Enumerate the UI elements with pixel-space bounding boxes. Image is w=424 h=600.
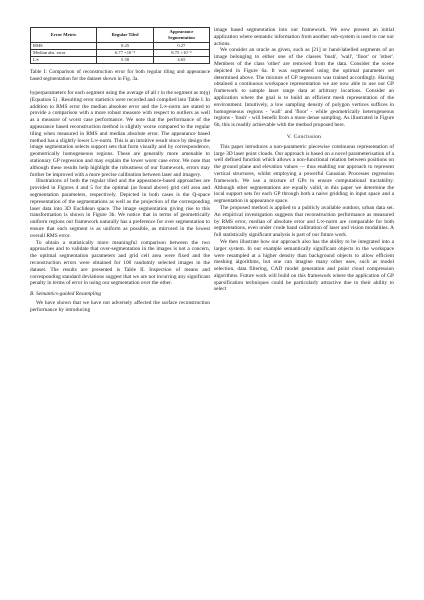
body-paragraph: hyperparameters for each segment using the average of all r in the segment as m(q) (Equation 5) . Resulting error statistics were recorded and compiled into Table I. In addition to RMS error the median absolute error and the L∞-norm are stated to provide a comparison with a more robust measure with respect to outliers as well as a measure of worst case performance. We note that the performance of the appearance based reconstruction method is slightly worse compared to the regular tiling when measured in RMS and median absolute error. The appearance based method has a slightly lower L∞-norm. This is an intuitive result since by design the image segmentation selects support sets that form visually and by correspondence, geometrically homogeneous regions. These are generally more amenable to stationary GP regression and may explain the lower worst case error. We note that although these results help highlight the robustness of our framework, errors may further be improved with a more precise calibration between laser and imagery. xyxy=(30,90,210,178)
body-paragraph: We have shown that we have not adversely affected the surface reconstruction performance by introducing xyxy=(30,299,210,313)
table-header-cell: Appearance Segmentation xyxy=(153,28,209,43)
table-header-cell: Error Metric xyxy=(31,28,97,43)
results-table xyxy=(30,27,210,64)
body-paragraph: image based segmentation into our framework. We now present an initial application where semantic information from another sub-system is used to cue our actions. xyxy=(214,27,394,47)
body-paragraph: We consider an oracle as given, such as [21] or hand-labelled segments of an image belonging to either one of the classes 'bush', 'wall', 'floor' or 'other'. Members of the class 'other' are removed from the data. Consider the scene depicted in Figure 6a. It was segmented using the optimal parameter set determined above. The mixture of GP regressors was trained accordingly. Having obtained a continuous workspace representation we are now able to use our GP framework to sample laser range data at arbitrary locations. Consider an application where the goal is to build an efficient mesh representation of the environment. Intuitively, a low sampling density of polygon vertices suffices in homogeneous regions - 'wall' and 'floor' - while geometrically heterogeneous regions - 'bush' - will benefit from a more dense sampling. As illustrated in Figure 6b, this is readily achievable with the method proposed here. xyxy=(214,47,394,129)
section-heading: V. Conclusion xyxy=(286,133,322,140)
table-cell: Median abs. error xyxy=(31,50,97,57)
body-paragraph: To obtain a statistically more meaningful comparison between the two approaches and to validate that over-segmentation in the images is not a concern, the optimal segmentation parameters and grid cell area were fixed and the reconstruction errors were obtained for 100 randomly selected images in the dataset. The results are presented is Table II. Inspection of means and corresponding standard deviations suggest that we are not incurring any significant penalty in terms of error in using our segmentation over the other. xyxy=(30,239,210,287)
table-header-row xyxy=(31,28,210,43)
body-paragraph: The proposed method is applied to a publicly available outdoor, urban data set. An empirical investigation suggests that reconstruction performance as measured by RMS error, median of absolute error and L∞-norm are comparable for both segmentations, even under crude hand calibration of laser and vision modalities. A full statistically significant analysis is part of our future work. xyxy=(214,204,394,239)
table-row xyxy=(31,50,210,57)
table-cell: 6.77 ×10⁻³ xyxy=(97,50,153,57)
right-column xyxy=(214,27,394,293)
table-cell: 5.58 xyxy=(97,57,153,64)
table-cell: 4.65 xyxy=(153,57,209,64)
table-cell: 0.25 xyxy=(97,43,153,50)
body-paragraph: Illustrations of both the regular tiled and the appearance-based approaches are provided in Figures 4 and 5 for the optimal (as found above) grid cell area and segmentation parameters, respectively. Depicted in both cases is the Q-space representation of the segmentations as well as the projection of the corresponding laser data into 3D Euclidean space. The image segmentation giving rise to this transformation is shown in Figure 3b. We notice that in terms of geometrically uniform regions our framework naturally has a preference for over segmentation to ensure that each segment is as uniform as possible, as mirrored in the lowest overall RMS error. xyxy=(30,178,210,239)
table-cell: 0.27 xyxy=(153,43,209,50)
table-row xyxy=(31,57,210,64)
body-paragraph: This paper introduces a non-parametric piecewise continuous representation of large 3D laser point clouds. Our approach is based on a novel parameterisation of a well defined function which allows a non-functional relation between positions on the ground plane and elevation values — thus enabling our approach to represent vertical structures, whilst employing a powerful Gaussian Processes regression framework. We use a mixture of GPs to ensure computational tractability. Although other segmentations are equally valid, in this paper we determine the local support sets for each GP through both a naive gridding in input space and a segmentation in appearance space. xyxy=(214,143,394,205)
left-column xyxy=(30,27,210,314)
table-caption: Table I: Comparison of reconstruction error for both regular tiling and appearance based segmentation for the dataset shown in Fig. 3a. xyxy=(30,69,210,82)
subsection-heading: B. Semantics-guided Resampling xyxy=(30,291,102,298)
table-row xyxy=(31,43,210,50)
table-header-cell: Regular Tiled xyxy=(97,28,153,43)
table-cell: L∞ xyxy=(31,57,97,64)
table-cell: RMS xyxy=(31,43,97,50)
table-cell: 8.75 ×10⁻³ xyxy=(153,50,209,57)
body-paragraph: We then illustrate how our approach also has the ability to be integrated into a larger system. In our example semantically significant objects in the workspace were resampled at a higher density than background objects to allow efficient meshing algorithms, but one can imagine many other uses, such as model selection, data filtering, CAD model generation and point cloud compression algorithms. Future work will build on this framework where the application of GP sparsification techniques could be particularly attractive due to their ability to select xyxy=(214,238,394,293)
